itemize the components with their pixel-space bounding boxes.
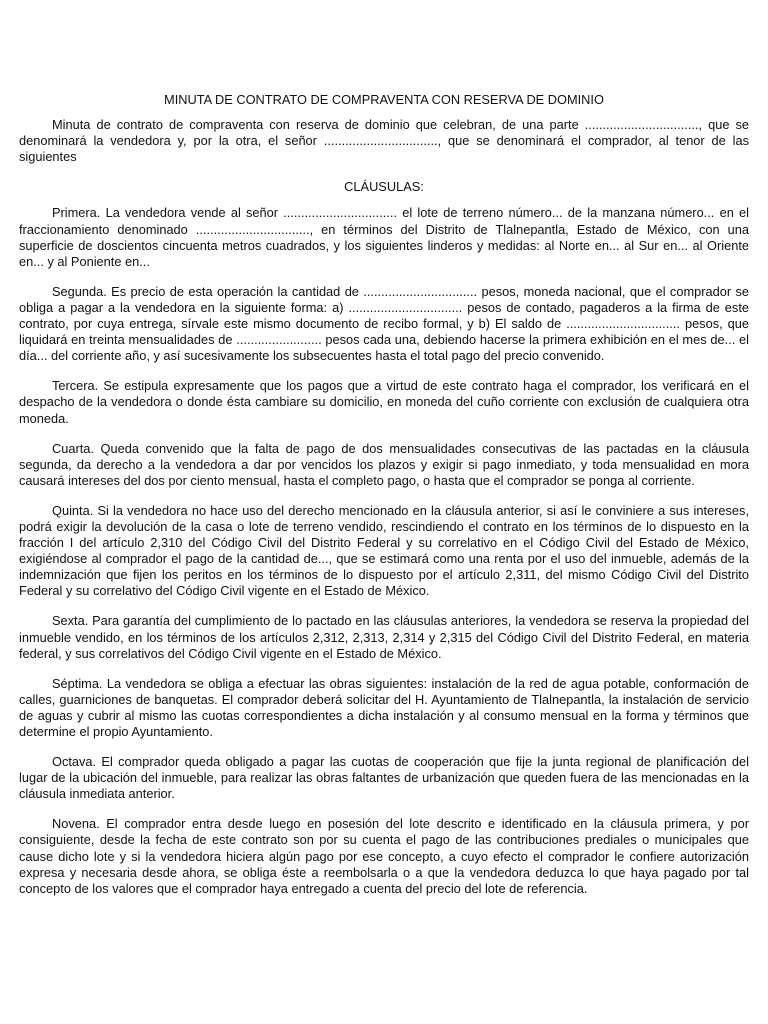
clauses-heading: CLÁUSULAS: xyxy=(344,179,424,195)
clause-cuarta: Cuarta. Queda convenido que la falta de pago de dos mensualidades consecutivas de las pactadas en la cláusula segunda, da derecho a la vendedora a dar por vencidos los plazos y exigir si pago inmediato, y toda mensualidad en mora causará intereses del dos por ciento mensual, hasta el completo pago, o hasta que el comprador se ponga al corriente. xyxy=(19,440,749,488)
clause-sexta: Sexta. Para garantía del cumplimiento de lo pactado en las cláusulas anteriores, la vendedora se reserva la propiedad del inmueble vendido, en los términos de los artículos 2,312, 2,313, 2,314 y 2,315 del Código Civil del Distrito Federal, en materia federal, y sus correlativos del Código Civil vigente en el Estado de México. xyxy=(19,613,749,661)
clause-quinta: Quinta. Si la vendedora no hace uso del derecho mencionado en la cláusula anterior, si así le conviniere a sus intereses, podrá exigir la devolución de la casa o lote de terreno vendido, rescindiendo el contrato en los términos de lo dispuesto en la fracción I del artículo 2,310 del Código Civil del Distrito Federal y su correlativo en el Código Civil del Estado de México, exigiéndose al comprador el pago de la cantidad de..., que se estimará como una renta por el uso del inmueble, además de la indemnización que fijen los peritos en los términos de lo dispuesto por el artículo 2,311, del mismo Código Civil del Distrito Federal y su correlativo del Código Civil vigente en el Estado de México. xyxy=(19,502,749,599)
clause-primera: Primera. La vendedora vende al señor ................................ el lote de terreno número... de la manzana número... en el fraccionamiento denominado ................................, en términos del Distrito de Tlalnepantla, Estado de México, con una superficie de doscientos cincuenta metros cuadrados, y los siguientes linderos y medidas: al Norte en... al Sur en... al Oriente en... y al Poniente en... xyxy=(19,205,749,269)
clause-novena: Novena. El comprador entra desde luego en posesión del lote descrito e identificado en la cláusula primera, y por consiguiente, desde la fecha de este contrato son por su cuenta el pago de las contribuciones prediales o municipales que cause dicho lote y si la vendedora hiciera algún pago por ese concepto, a cuyo efecto el comprador le confiere autorización expresa y necesaria desde ahora, se obliga éste a reembolsarla o a que la vendedora deduzca lo que haya pagado por tal concepto de los valores que el comprador haya entregado a cuenta del precio del lote de referencia. xyxy=(19,816,749,896)
document-title: MINUTA DE CONTRATO DE COMPRAVENTA CON RESERVA DE DOMINIO xyxy=(164,92,604,107)
clause-octava: Octava. El comprador queda obligado a pagar las cuotas de cooperación que fije la junta regional de planificación del lugar de la ubicación del inmueble, para realizar las obras faltantes de urbanización que queden fuera de las mencionadas en la cláusula inmediata anterior. xyxy=(19,754,749,802)
intro-paragraph: Minuta de contrato de compraventa con reserva de dominio que celebran, de una parte ................................, que se denominará la vendedora y, por la otra, el señor ................................, que se denominará el comprador, al tenor de las siguientes xyxy=(19,117,749,165)
document-page xyxy=(19,92,749,911)
clause-septima: Séptima. La vendedora se obliga a efectuar las obras siguientes: instalación de la red de agua potable, conformación de calles, guarniciones de banquetas. El comprador deberá solicitar del H. Ayuntamiento de Tlalnepantla, la instalación de servicio de aguas y cubrir al mismo las cuotas correspondientes a dicha instalación y al consumo mensual en la forma y términos que determine el propio Ayuntamiento. xyxy=(19,675,749,739)
clause-tercera: Tercera. Se estipula expresamente que los pagos que a virtud de este contrato haga el comprador, los verificará en el despacho de la vendedora o donde ésta cambiare su domicilio, en moneda del cuño corriente con exclusión de cualquiera otra moneda. xyxy=(19,378,749,426)
clause-segunda: Segunda. Es precio de esta operación la cantidad de ................................ pesos, moneda nacional, que el comprador se obliga a pagar a la vendedora en la siguiente forma: a) ................................ pesos de contado, pagaderos a la firma de este contrato, por cuya entrega, sírvale este mismo documento de recibo formal, y b) El saldo de ................................ pesos, que liquidará en treinta mensualidades de ........................ pesos cada una, debiendo hacerse la primera exhibición en el mes de... el día... del corriente año, y así sucesivamente los subsecuentes hasta el total pago del precio convenido. xyxy=(19,283,749,364)
